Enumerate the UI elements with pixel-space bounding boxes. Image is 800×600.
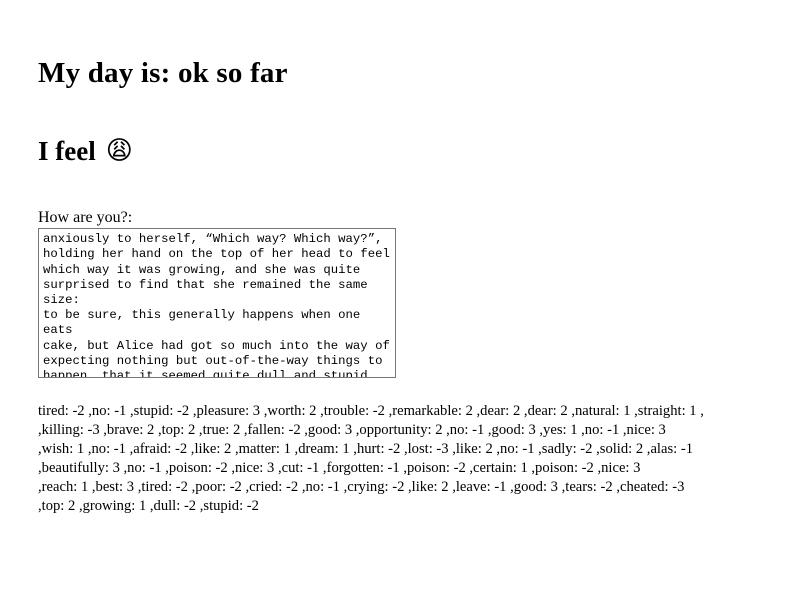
how-are-you-label: How are you?: (38, 209, 133, 227)
score-line: ,killing: -3 ,brave: 2 ,top: 2 ,true: 2 ,fallen: -2 ,good: 3 ,opportunity: 2 ,no: -1 ,good: 3 ,yes: 1 ,no: -1 ,nice: 3 (38, 422, 666, 439)
score-line: ,top: 2 ,growing: 1 ,dull: -2 ,stupid: -2 (38, 498, 259, 515)
score-line: tired: -2 ,no: -1 ,stupid: -2 ,pleasure: 3 ,worth: 2 ,trouble: -2 ,remarkable: 2 ,dear: 2 ,dear: 2 ,natural: 1 ,straight: 1 , (38, 403, 704, 420)
score-line: ,beautifully: 3 ,no: -1 ,poison: -2 ,nice: 3 ,cut: -1 ,forgotten: -1 ,poison: -2 ,certain: 1 ,poison: -2 ,nice: 3 (38, 460, 641, 477)
feeling-heading (38, 135, 762, 167)
score-line: ,reach: 1 ,best: 3 ,tired: -2 ,poor: -2 ,cried: -2 ,no: -1 ,crying: -2 ,like: 2 ,leave: -1 ,good: 3 ,tears: -2 ,cheated: -3 (38, 479, 685, 496)
page-title: My day is: ok so far (38, 57, 288, 89)
feeling-label: I feel (38, 135, 96, 166)
score-line: ,wish: 1 ,no: -1 ,afraid: -2 ,like: 2 ,matter: 1 ,dream: 1 ,hurt: -2 ,lost: -3 ,like: 2 ,no: -1 ,sadly: -2 ,solid: 2 ,alas: -1 (38, 441, 693, 458)
weary-face-emoji: 😩 (105, 135, 133, 166)
sentiment-word-scores (38, 402, 778, 516)
how-are-you-textarea[interactable] (38, 228, 396, 378)
